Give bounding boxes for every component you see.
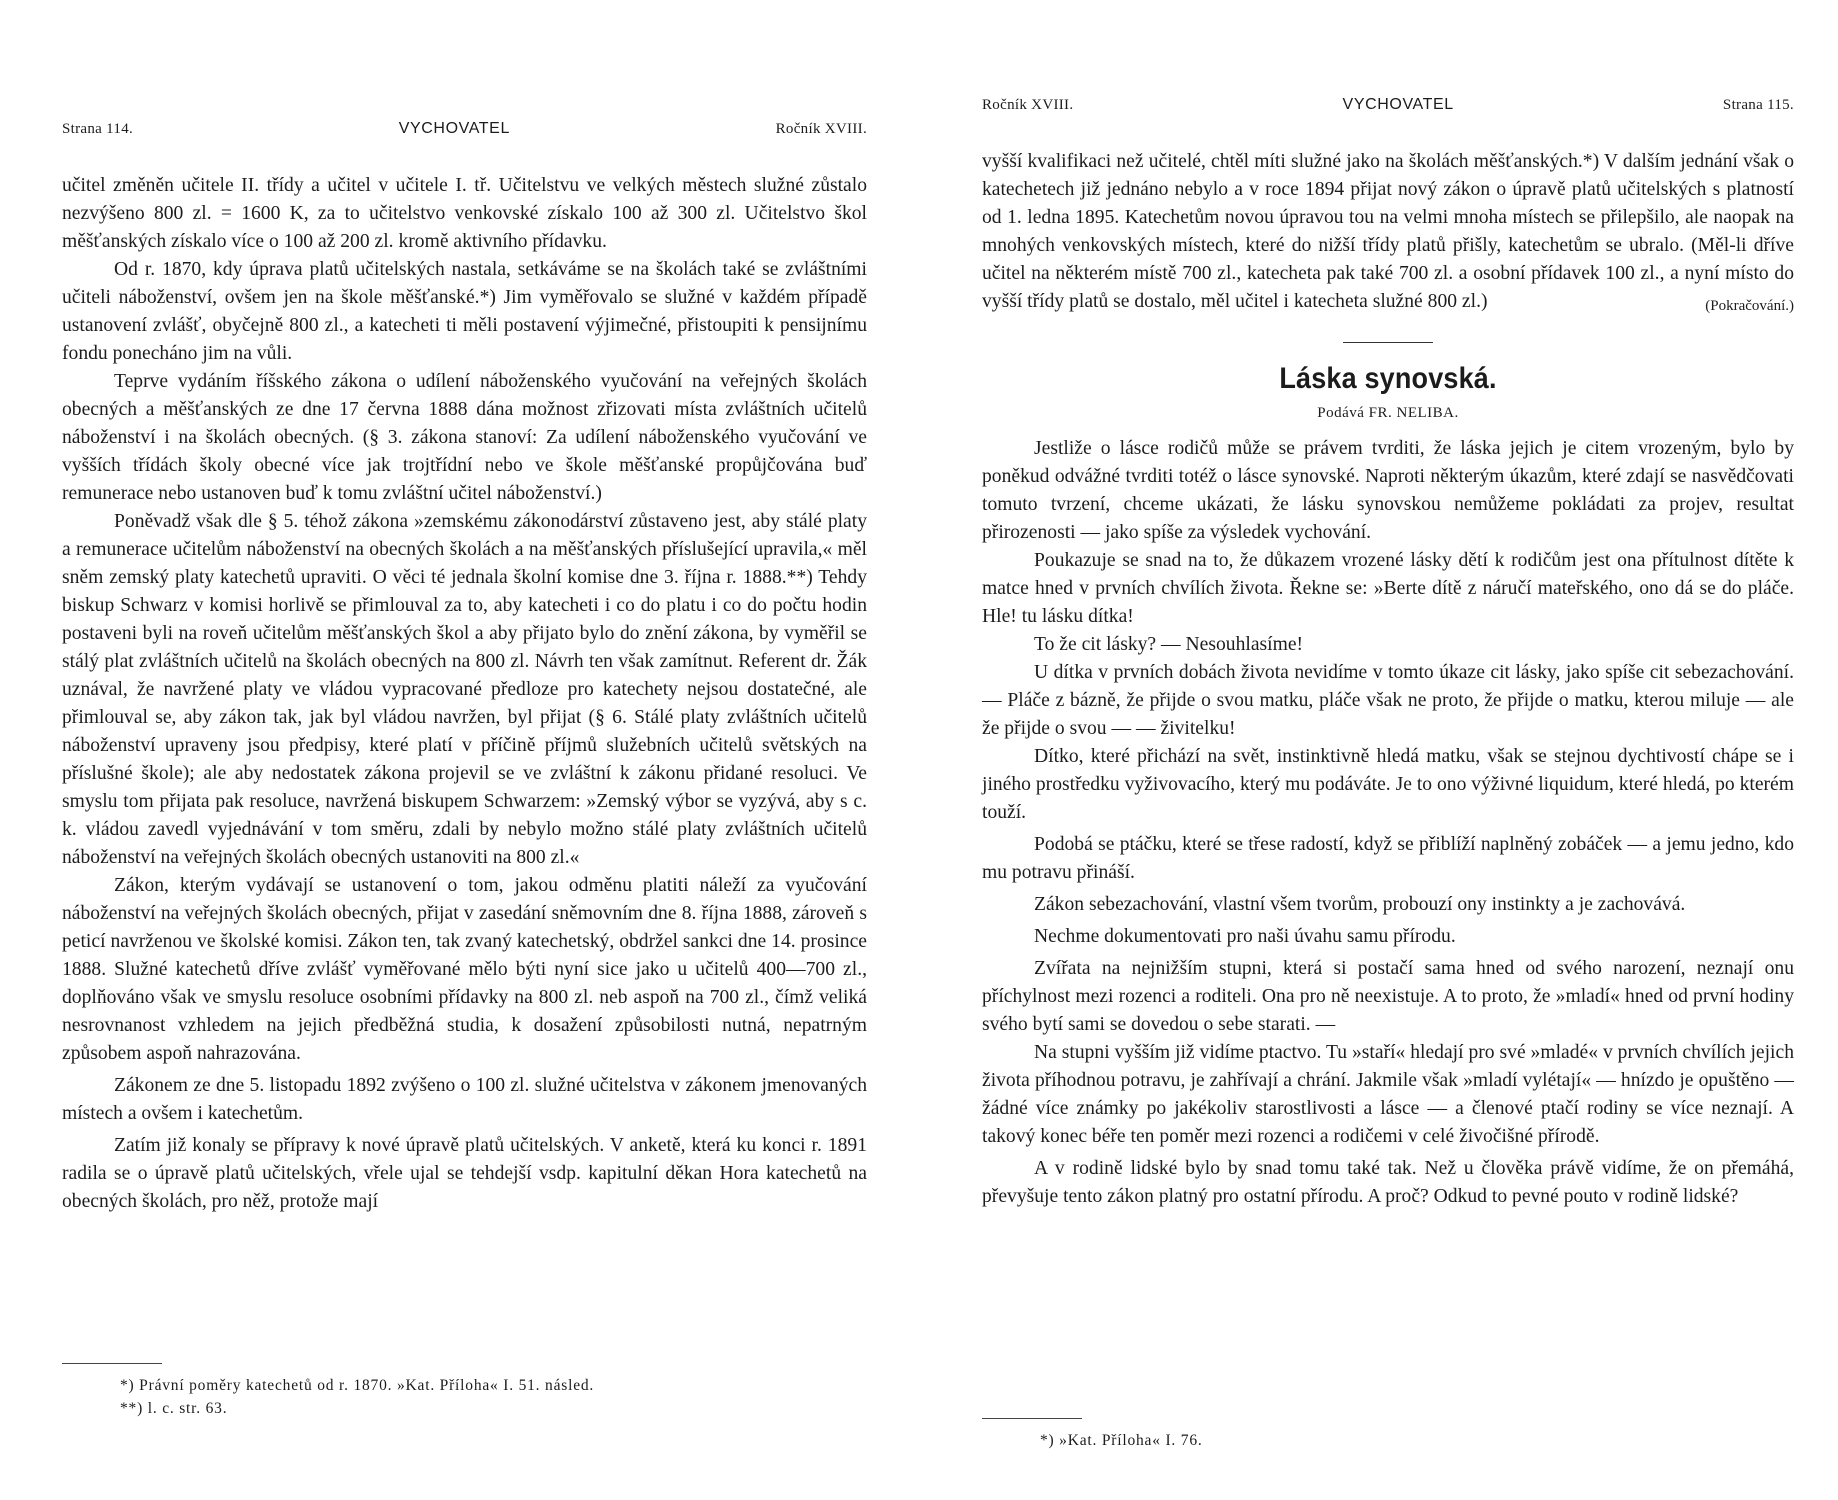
paragraph: Poněvadž však dle § 5. téhož zákona »zemskému zákonodárství zůstaveno jest, aby stálé platy a remunerace učitelům náboženství na obecných školách a na měšťanských příslušející upravila,« měl sněm zemský platy katechetů upraviti. O věci té jednala školní komise dne 3. října r. 1888.**) Tehdy biskup Schwarz v komisi horlivě se přimlouval za to, aby katecheti i co do platu i co do počtu hodin postaveni byli na roveň učitelům měšťanských škol a aby přijato bylo do znění zákona, by vyměřil se stálý plat zvláštních učitelů na školách obecných na 800 zl. Návrh ten však zamítnut. Referent dr. Žák uznával, že navržené platy ve vládou vypracované předloze pro katechety nejsou dostatečné, ale přimlouval se, aby zákon tak, jak byl vládou navržen, byl přijat (§ 6. Stálé platy zvláštních učitelů náboženství upraveny jsou předpisy, které platí v příčině příjmů služebních učitelů světských na příslušné škole); ale aby nedostatek zákona projevil se ve zvláštní k zákonu přidané resoluci. Ve smyslu tom přijata pak resoluce, navržená biskupem Schwarzem: »Zemský výbor se vyzývá, aby s c. k. vládou zavedl vyjednávání v tom směru, zdali by nebylo možno stálé platy zvláštních učitelů náboženství na veřejných školách obecných ustanoviti na 800 zl.« bbox=[62, 511, 867, 868]
body-text-right bbox=[982, 148, 1794, 1211]
footnote: *) Právní poměry katechetů od r. 1870. »Kat. Příloha« I. 51. násled. bbox=[120, 1377, 595, 1394]
paragraph: Zákonem ze dne 5. listopadu 1892 zvýšeno o 100 zl. služné učitelstva v zákonem jmenovaných místech a ovšem i katechetům. bbox=[62, 1075, 867, 1124]
section-divider bbox=[1343, 342, 1433, 343]
body-text-left bbox=[62, 172, 867, 1216]
journal-title: VYCHOVATEL bbox=[398, 120, 510, 137]
paragraph: Teprve vydáním říšského zákona o udílení náboženského vyučování na veřejných školách obecných a měšťanských ze dne 17 června 1888 dána možnost zřizovati místa zvláštních učitelů náboženství i na školách obecných. (§ 3. zákona stanoví: Za udílení náboženského vyučování ve vyšších třídách školy obecné více jak trojtřídní nebo ve škole měšťanské propůjčována buď remunerace nebo ustanoven buď k tomu zvláštní učitel náboženství.) bbox=[62, 371, 867, 504]
volume-label: Ročník XVIII. bbox=[775, 121, 867, 137]
paragraph: Zákon, kterým vydávají se ustanovení o tom, jakou odměnu platiti náleží za vyučování náboženství na veřejných školách obecných, přijat v zasedání sněmovním dne 8. října 1888, zároveň s peticí navrženou ve školské komisi. Zákon ten, tak zvaný katechetský, obdržel sankci dne 14. prosince 1888. Služné katechetů dříve zvlášť vyměřované mělo býti nyní sice jako u učitelů 400—700 zl., doplňováno však ve smyslu resoluce osobními přídavky na 800 zl. neb aspoň na 700 zl., čímž veliká nesrovnanost vzhledem na jejich předběžná studia, k dosažení způsobilosti nutná, nepatrným způsobem aspoň nahrazována. bbox=[62, 875, 867, 1064]
to-be-continued: (Pokračování.) bbox=[1705, 298, 1794, 314]
paragraph: Nechme dokumentovati pro naši úvahu samu přírodu. bbox=[1034, 926, 1456, 947]
paragraph: Jestliže o lásce rodičů může se právem tvrditi, že láska jejich je citem vrozeným, bylo by poněkud odvážné tvrditi totéž o lásce synovské. Naproti některým úkazům, které zdají se nasvědčovati tomuto tvrzení, chceme ukázati, že lásku synovskou nemůžeme pokládati za projev, resultat přirozenosti — jako spíše za výsledek vychování. bbox=[982, 438, 1794, 543]
paragraph: Na stupni vyšším již vidíme ptactvo. Tu »staří« hledají pro své »mladé« v prvních chvílích jejich života příhodnou potravu, je zahřívají a chrání. Jakmile však »mladí vylétají« — hnízdo je opuštěno — žádné více známky po jakékoliv starostlivosti a lásce — a členové ptačí rodiny se více neznají. A takový konec béře ten poměr mezi rozenci a rodičemi v celé živočišné přírodě. bbox=[982, 1042, 1794, 1147]
left-page bbox=[62, 0, 867, 1500]
right-page bbox=[982, 0, 1794, 1500]
paragraph: Zatím již konaly se přípravy k nové úpravě platů učitelských. V anketě, která ku konci r. 1891 radila se o úpravě platů učitelských, vřele ujal se tehdejší vsdp. kapitulní děkan Hora katechetů na obecných školách, pro něž, protože mají bbox=[62, 1135, 867, 1212]
article-byline: Podává FR. NELIBA. bbox=[1317, 405, 1459, 421]
article-title: Láska synovská. bbox=[1279, 362, 1497, 395]
paragraph: Zákon sebezachování, vlastní všem tvorům, probouzí ony instinkty a je zachovává. bbox=[1034, 894, 1686, 915]
running-head-right bbox=[982, 96, 1794, 114]
paragraph: Zvířata na nejnižším stupni, která si postačí sama hned od svého narození, neznají onu příchylnost mezi rozenci a roditeli. Ona pro ně neexistuje. A to proto, že »mladí« hned od první hodiny svého bytí sami se dovedou o sebe starati. — bbox=[982, 958, 1794, 1035]
paragraph: Od r. 1870, kdy úprava platů učitelských nastala, setkáváme se na školách také se zvláštními učiteli náboženství, ovšem jen na škole měšťanské.*) Jim vyměřovalo se služné v každém případě ustanovení zvlášť, obyčejně 800 zl., a katecheti ti měli postavení výjimečné, přistoupiti k pensijnímu fondu ponecháno jim na vůli. bbox=[62, 259, 867, 364]
journal-title: VYCHOVATEL bbox=[1342, 96, 1454, 113]
footnotes-left bbox=[62, 1363, 867, 1420]
paragraph: A v rodině lidské bylo by snad tomu také tak. Než u člověka právě vidíme, že on přemáhá, převyšuje tento zákon platný pro ostatní přírodu. A proč? Odkud to pevné pouto v rodině lidské? bbox=[982, 1158, 1794, 1207]
footnotes-right bbox=[982, 1418, 1794, 1452]
running-head-left bbox=[62, 120, 867, 138]
paragraph: To že cit lásky? — Nesouhlasíme! bbox=[1034, 634, 1304, 655]
footnote-divider bbox=[62, 1363, 162, 1364]
paragraph: učitel změněn učitele II. třídy a učitel v učitele I. tř. Učitelstvu ve velkých městech služné zůstalo nezvýšeno 800 zl. = 1600 K, za to učitelstvo venkovské získalo 100 až 300 zl. Učitelstvo škol měšťanských získalo více o 100 až 200 zl. kromě aktivního přídavku. bbox=[62, 175, 867, 252]
paragraph bbox=[982, 148, 1794, 316]
footnote: **) l. c. str. 63. bbox=[120, 1400, 228, 1417]
footnote: *) »Kat. Příloha« I. 76. bbox=[1040, 1432, 1203, 1449]
paragraph: Podobá se ptáčku, které se třese radostí, když se přiblíží naplněný zobáček — a jemu jedno, kdo mu potravu přináší. bbox=[982, 834, 1794, 883]
continuation-text: vyšší kvalifikaci než učitelé, chtěl míti služné jako na školách měšťanských.*) V dalším jednání však o katechetech již jednáno nebylo a v roce 1894 přijat nový zákon o úpravě platů učitelských s platností od 1. ledna 1895. Katechetům novou úpravou tou na velmi mnoha místech se přilepšilo, ale naopak na mnohých venkovských místech, které do nižší třídy platů přišly, katechetům se ubralo. (Měl-li dříve učitel na některém místě 700 zl., katecheta pak také 700 zl. a osobní přídavek 100 zl., a nyní místo do vyšší třídy platů se dostalo, měl učitel i katecheta služné 800 zl.) bbox=[982, 151, 1794, 312]
footnote-divider bbox=[982, 1418, 1082, 1419]
page-number: Strana 115. bbox=[1722, 97, 1794, 113]
paragraph: U dítka v prvních dobách života nevidíme v tomto úkaze cit lásky, jako spíše cit sebezachování. — Pláče z bázně, že přijde o svou matku, pláče však ne proto, že přijde o matku, kterou miluje — ale že přijde o svou — — živitelku! bbox=[982, 662, 1794, 739]
page-number: Strana 114. bbox=[62, 121, 134, 137]
paragraph: Poukazuje se snad na to, že důkazem vrozené lásky dětí k rodičům jest ona přítulnost dítěte k matce hned v prvních chvílích života. Řekne se: »Berte dítě z náručí mateřského, ono dá se do pláče. Hle! tu lásku dítka! bbox=[982, 550, 1794, 627]
volume-label: Ročník XVIII. bbox=[982, 97, 1074, 113]
paragraph: Dítko, které přichází na svět, instinktivně hledá matku, však se stejnou dychtivostí chápe se i jiného prostředku vyživovacího, který mu podáváte. Je to ono výživné liquidum, které hledá, po kterém touží. bbox=[982, 746, 1794, 823]
